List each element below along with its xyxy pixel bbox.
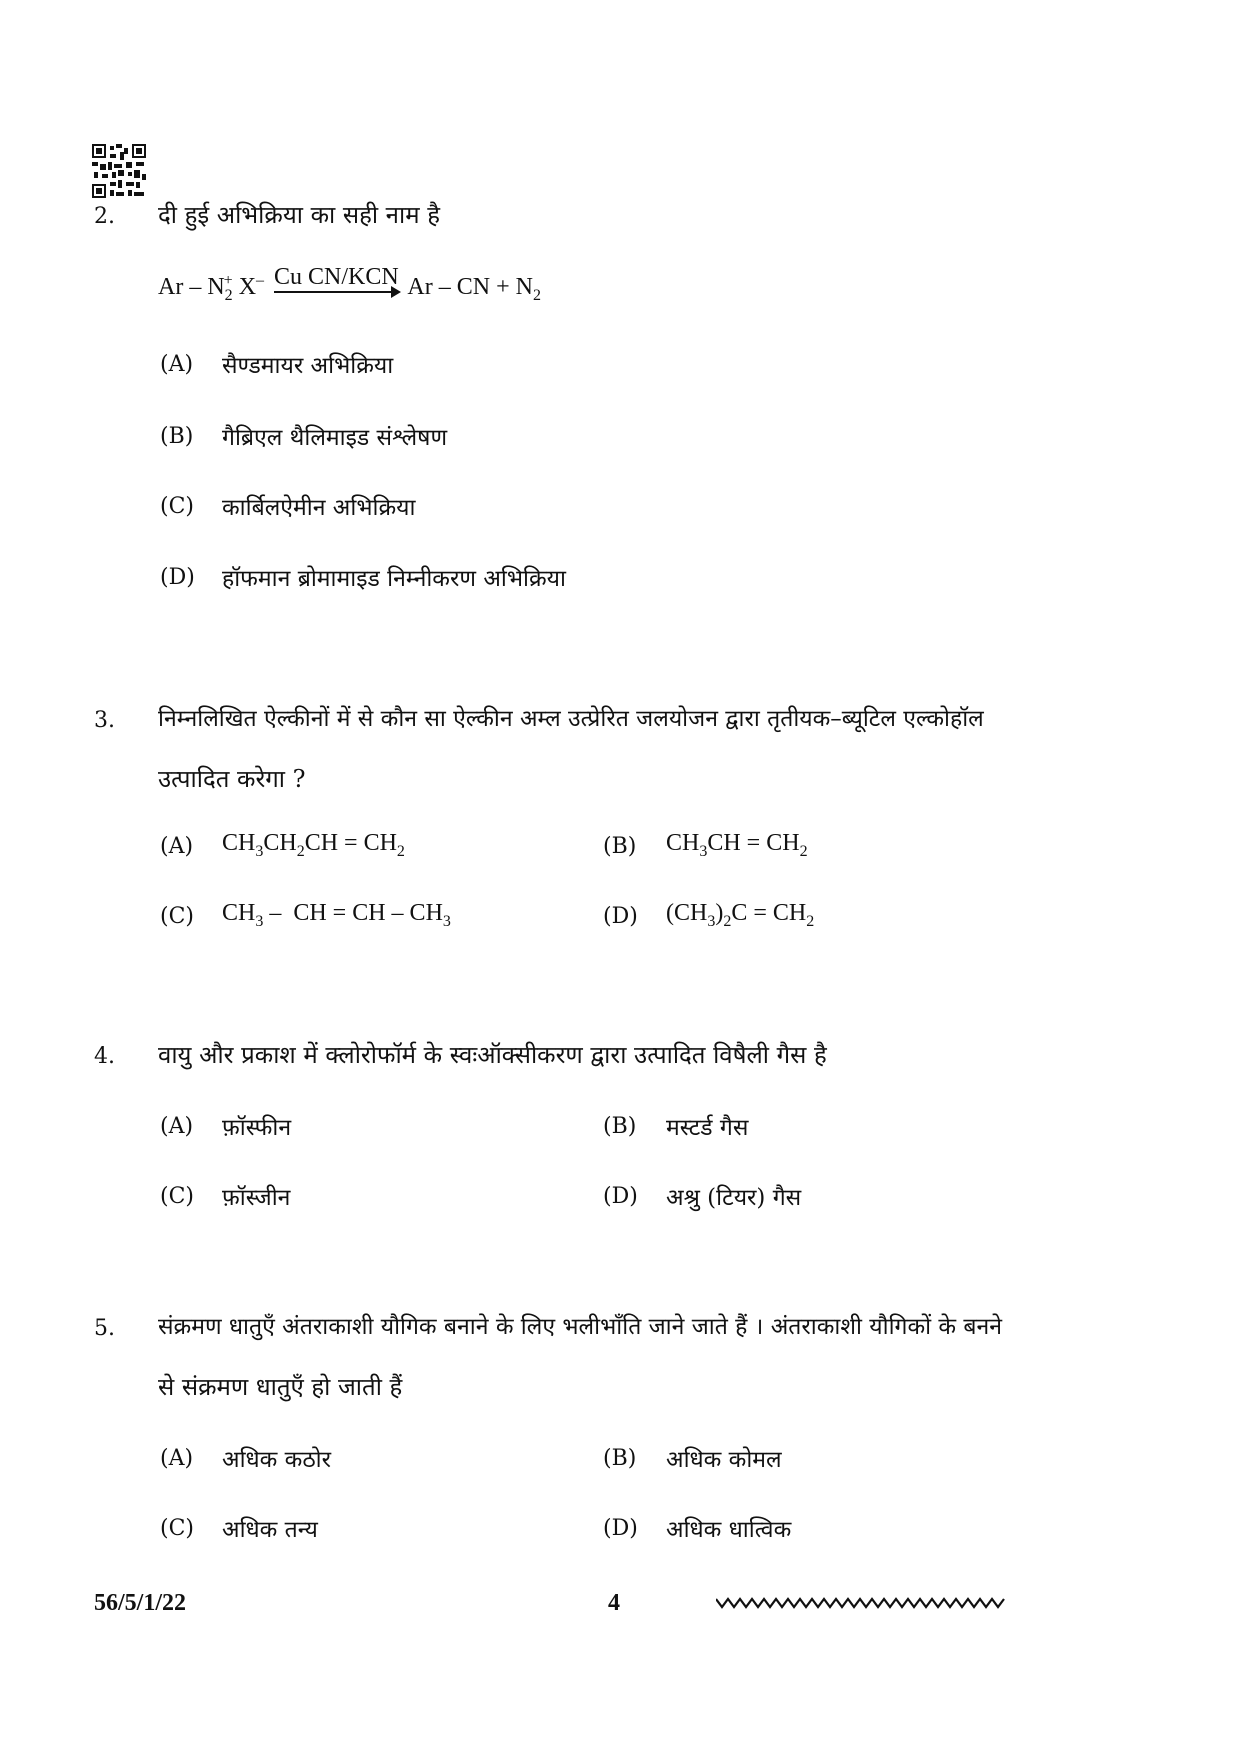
question-2-option-label: (D)	[160, 565, 195, 590]
question-3-option-label: (C)	[160, 904, 194, 929]
question-5-option-text: अधिक कोमल	[666, 1447, 782, 1473]
counterion: X–	[232, 272, 265, 300]
question-5-option-text: अधिक कठोर	[222, 1447, 332, 1473]
question-3-option-b-formula: $CH_3CH = CH_2$	[666, 830, 808, 860]
question-3-text-line1: निम्नलिखित ऐल्कीनों में से कौन सा ऐल्कीन अम्ल उत्प्रेरित जलयोजन द्वारा तृतीयक–ब्यूटिल एल्कोहॉल	[158, 706, 984, 732]
question-2-option-text: कार्बिलऐमीन अभिक्रिया	[222, 495, 416, 521]
question-3-option-label: (D)	[603, 904, 638, 929]
question-2-text: दी हुई अभिक्रिया का सही नाम है	[158, 201, 440, 229]
question-4-option-text: फ़ॉस्जीन	[222, 1185, 291, 1211]
question-5-option-text: अधिक धात्विक	[666, 1517, 792, 1543]
qr-code	[92, 144, 146, 198]
question-2-option-text: सैण्डमायर अभिक्रिया	[222, 353, 394, 379]
question-2-option-label: (A)	[160, 352, 194, 377]
question-2-option-label: (B)	[160, 424, 194, 449]
question-5-option-label: (D)	[603, 1516, 638, 1541]
question-5-option-label: (C)	[160, 1516, 194, 1541]
question-2-number: 2.	[94, 204, 115, 229]
question-5-number: 5.	[94, 1316, 115, 1341]
reaction-arrow	[270, 264, 403, 293]
question-4-option-label: (A)	[160, 1114, 194, 1139]
question-3-option-label: (B)	[603, 834, 637, 859]
product: Ar – CN + $N_2$	[407, 274, 541, 304]
question-3-number: 3.	[94, 708, 115, 733]
reagent: Cu CN/KCN	[274, 264, 399, 290]
question-2-option-text: गैब्रिएल थैलिमाइड संश्लेषण	[222, 425, 448, 451]
question-4-option-label: (B)	[603, 1114, 637, 1139]
question-5-text-line1: संक्रमण धातुएँ अंतराकाशी यौगिक बनाने के लिए भलीभाँति जाने जाते हैं । अंतराकाशी यौगिकों के बनने	[158, 1314, 1003, 1340]
question-3-option-d-formula: $(CH_3)_2C = CH_2$	[666, 900, 815, 930]
question-4-option-text: मस्टर्ड गैस	[666, 1115, 749, 1141]
question-4-text: वायु और प्रकाश में क्लोरोफॉर्म के स्वःऑक्सीकरण द्वारा उत्पादित विषैली गैस है	[158, 1041, 827, 1069]
page-number: 4	[608, 1590, 620, 1616]
question-2-reaction	[158, 264, 541, 305]
question-3-option-c-formula: $CH_3$ – CH = CH – $CH_3$	[222, 900, 451, 930]
question-4-number: 4.	[94, 1044, 115, 1069]
question-5-option-text: अधिक तन्य	[222, 1517, 318, 1543]
paper-code: 56/5/1/22	[94, 1590, 187, 1616]
question-4-option-text: अश्रु (टियर) गैस	[666, 1185, 802, 1211]
reactant: Ar – $N_2^+$	[158, 272, 233, 304]
question-3-text-line2: उत्पादित करेगा ?	[158, 765, 306, 793]
question-3-option-label: (A)	[160, 834, 194, 859]
question-4-option-text: फ़ॉस्फीन	[222, 1115, 292, 1141]
question-2-option-text: हॉफमान ब्रोमामाइड निम्नीकरण अभिक्रिया	[222, 566, 566, 592]
question-4-option-label: (C)	[160, 1184, 194, 1209]
wavy-line-decoration	[716, 1594, 1006, 1612]
question-5-option-label: (B)	[603, 1446, 637, 1471]
question-4-option-label: (D)	[603, 1184, 638, 1209]
question-5-option-label: (A)	[160, 1446, 194, 1471]
question-2-option-label: (C)	[160, 494, 194, 519]
arrow-icon	[274, 291, 399, 293]
question-5-text-line2: से संक्रमण धातुएँ हो जाती हैं	[158, 1373, 403, 1401]
question-3-option-a-formula: $CH_3CH_2CH = CH_2$	[222, 830, 405, 860]
